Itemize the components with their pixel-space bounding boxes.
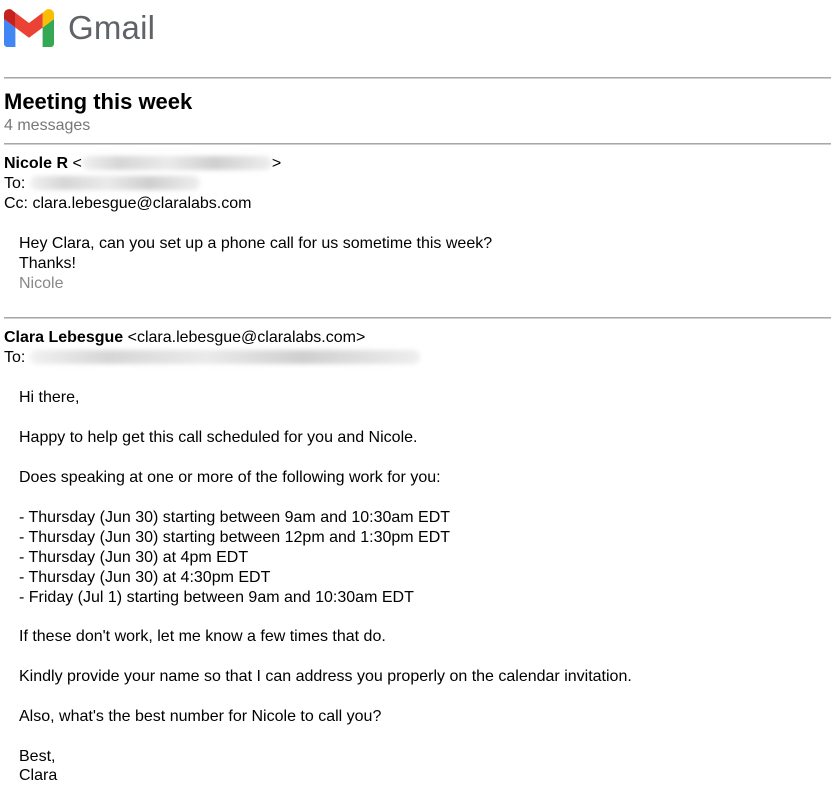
message-2-paragraph: Also, what's the best number for Nicole to call you? [19,708,382,725]
redacted-recipient [30,350,420,364]
message-1-to [4,174,200,194]
to-label: To: [4,175,26,192]
time-option: - Friday (Jul 1) starting between 9am and 10:30am EDT [19,589,414,606]
message-2-greeting: Hi there, [19,389,80,406]
sender-email-open: < [72,155,82,172]
message-2-signature: Clara [19,767,58,784]
thread-subject: Meeting this week [4,89,193,114]
divider [4,143,831,145]
message-2-paragraph: If these don't work, let me know a few times that do. [19,628,386,645]
message-2-paragraph: Happy to help get this call scheduled for you and Nicole. [19,429,418,446]
message-count: 4 messages [4,117,91,134]
gmail-wordmark: Gmail [68,9,156,46]
gmail-logo-icon[interactable] [4,9,54,47]
time-option: - Thursday (Jun 30) at 4:30pm EDT [19,569,271,586]
message-2-from [4,328,365,348]
gmail-header [4,8,155,48]
message-2-paragraph: Does speaking at one or more of the following work for you: [19,469,441,486]
sender-email[interactable]: <clara.lebesgue@claralabs.com> [127,329,366,346]
redacted-recipient [30,176,200,190]
time-option: - Thursday (Jun 30) starting between 9am and 10:30am EDT [19,509,451,526]
message-1-body-line: Thanks! [19,255,76,272]
cc-label: Cc: [4,195,28,212]
divider [4,317,831,319]
message-1-from [4,154,281,174]
to-label: To: [4,349,26,366]
sender-name[interactable]: Clara Lebesgue [4,329,124,346]
message-2-closing: Best, [19,748,56,765]
cc-email[interactable]: clara.lebesgue@claralabs.com [32,195,252,212]
time-option: - Thursday (Jun 30) starting between 12pm and 1:30pm EDT [19,529,451,546]
message-1-cc [4,194,251,214]
message-2-to [4,348,420,368]
message-1-signature: Nicole [19,275,64,292]
sender-email-close: > [271,155,282,172]
divider [4,77,831,79]
message-2-paragraph: Kindly provide your name so that I can address you properly on the calendar invitation. [19,668,632,685]
sender-name[interactable]: Nicole R [4,155,69,172]
redacted-email [82,156,272,170]
time-option: - Thursday (Jun 30) at 4pm EDT [19,549,249,566]
message-1-body-line: Hey Clara, can you set up a phone call for us sometime this week? [19,235,493,252]
